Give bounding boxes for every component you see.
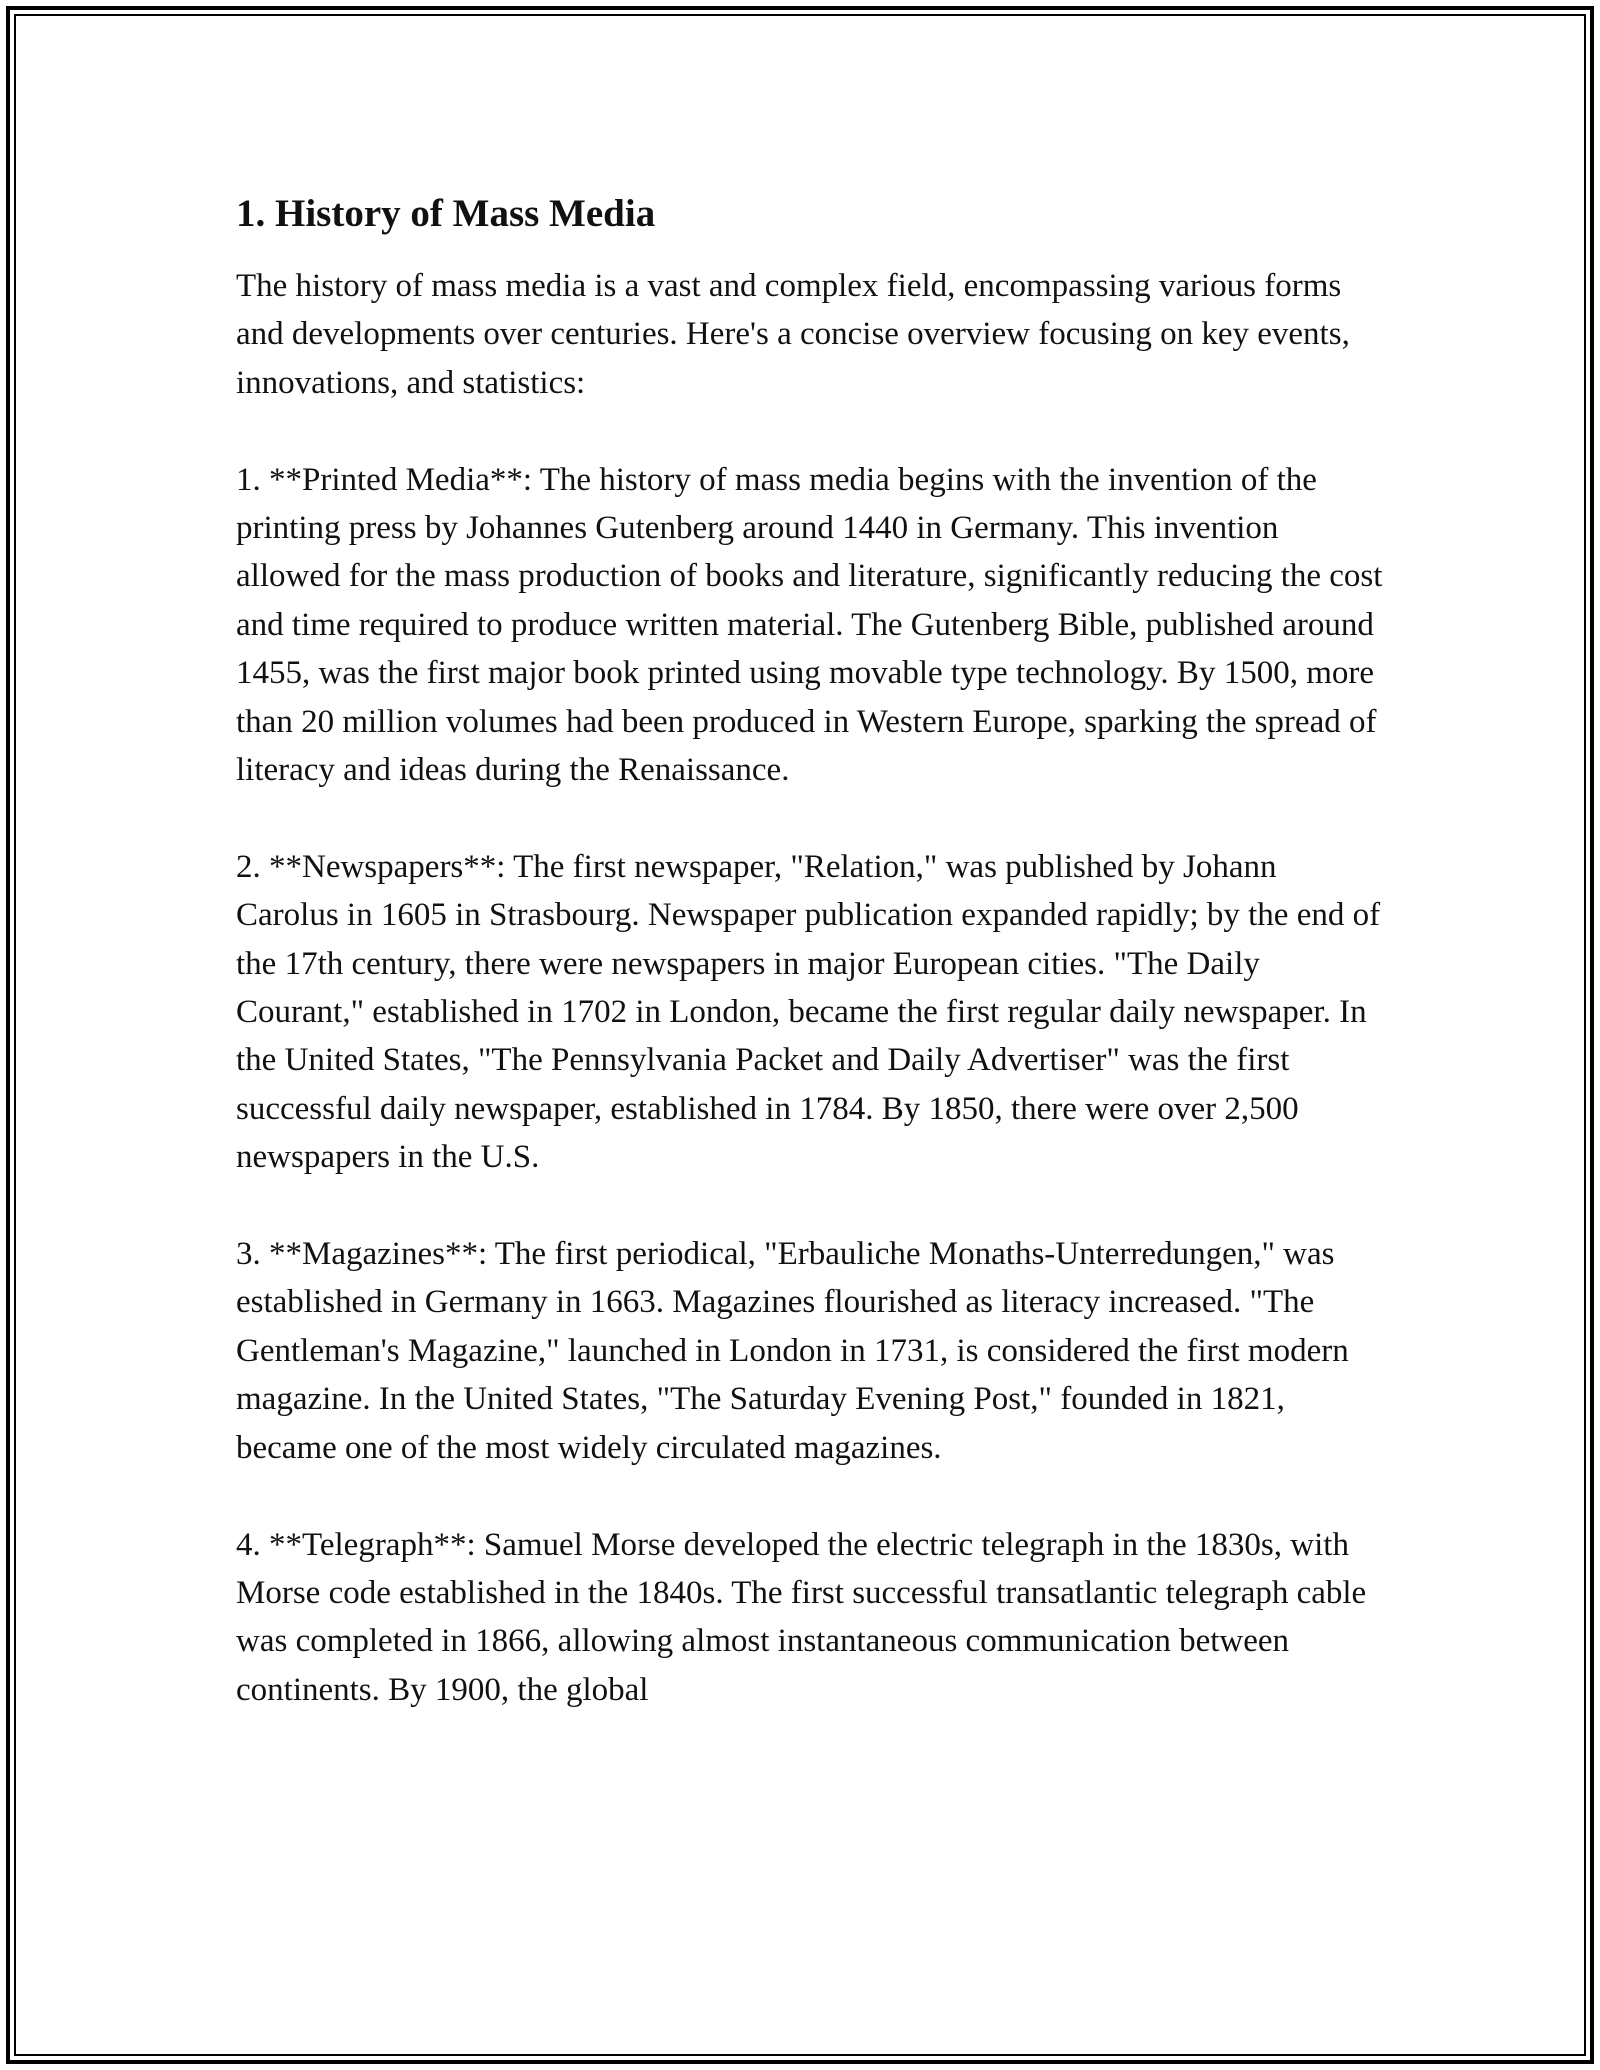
newspapers-paragraph: 2. **Newspapers**: The first newspaper, "Relation," was published by Johann Carolus in 1605 in Strasbourg. Newspaper publication expanded rapidly; by the end of the 17th century, there were newspapers in major European cities. "The Daily Courant," established in 1702 in London, became the first regular daily newspaper. In the United States, "The Pennsylvania Packet and Daily Advertiser" was the first successful daily newspaper, established in 1784. By 1850, there were over 2,500 newspapers in the U.S. xyxy=(236,848,1381,1176)
document-body xyxy=(236,188,1386,1763)
intro-paragraph: The history of mass media is a vast and complex field, encompassing various forms and developments over centuries. Here's a concise overview focusing on key events, innovations, and statistics: xyxy=(236,268,1350,401)
printed-media-paragraph: 1. **Printed Media**: The history of mass media begins with the invention of the printing press by Johannes Gutenberg around 1440 in Germany. This invention allowed for the mass production of books and literature, significantly reducing the cost and time required to produce written material. The Gutenberg Bible, published around 1455, was the first major book printed using movable type technology. By 1500, more than 20 million volumes had been produced in Western Europe, sparking the spread of literacy and ideas during the Renaissance. xyxy=(236,461,1383,789)
section-title: 1. History of Mass Media xyxy=(236,192,656,235)
telegraph-paragraph: 4. **Telegraph**: Samuel Morse developed the electric telegraph in the 1830s, with Morse code established in the 1840s. The first successful transatlantic telegraph cable was completed in 1866, allowing almost instantaneous communication between continents. By 1900, the global xyxy=(236,1526,1367,1708)
magazines-paragraph: 3. **Magazines**: The first periodical, "Erbauliche Monaths-Unterredungen," was established in Germany in 1663. Magazines flourished as literacy increased. "The Gentleman's Magazine," launched in London in 1731, is considered the first modern magazine. In the United States, "The Saturday Evening Post," founded in 1821, became one of the most widely circulated magazines. xyxy=(236,1236,1349,1466)
